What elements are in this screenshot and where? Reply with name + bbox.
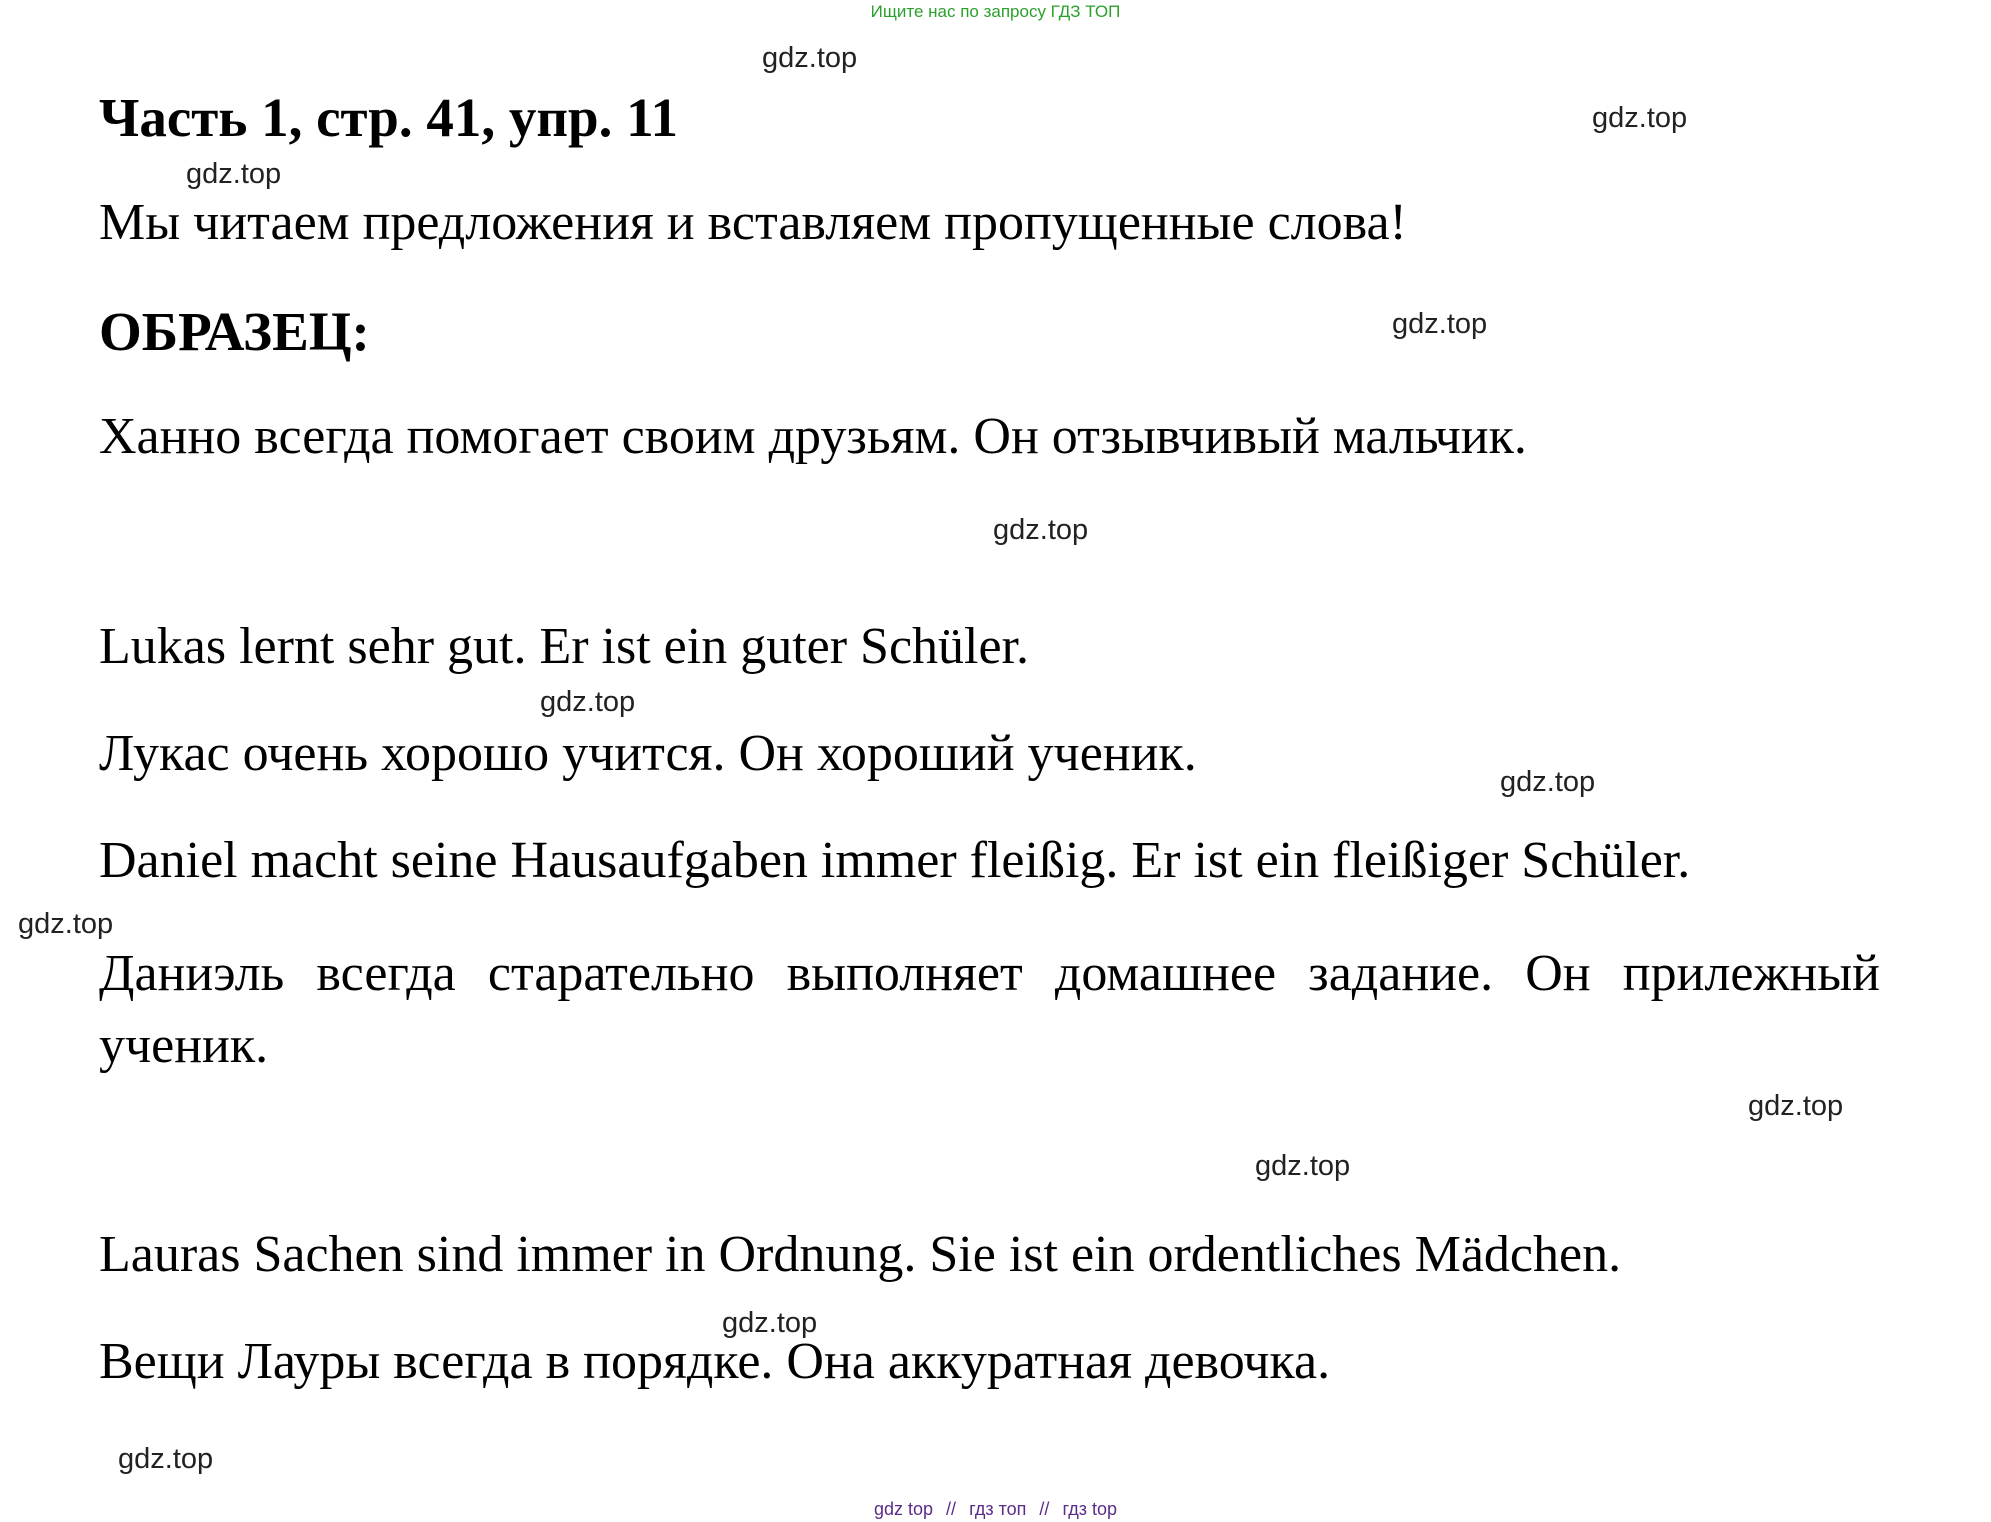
watermark: gdz.top (540, 686, 636, 718)
watermark: gdz.top (118, 1443, 214, 1475)
footer-separator: // (946, 1499, 957, 1519)
watermark: gdz.top (1748, 1090, 1844, 1122)
watermark: gdz.top (1500, 766, 1596, 798)
watermark: gdz.top (186, 158, 282, 190)
watermark: gdz.top (1255, 1150, 1351, 1182)
item-german: Daniel macht seine Hausaufgaben immer fleißig. Er ist ein fleißiger Schüler. (99, 832, 1691, 889)
watermark: gdz.top (1592, 102, 1688, 134)
item-german: Lukas lernt sehr gut. Er ist ein guter Schüler. (99, 618, 1030, 675)
watermark: gdz.top (722, 1307, 818, 1339)
footer-link[interactable]: gdz top (873, 1499, 934, 1519)
top-banner: Ищите нас по запросу ГДЗ ТОП (870, 2, 1121, 21)
footer-link[interactable]: гдз топ (969, 1499, 1027, 1519)
footer-separator: // (1039, 1499, 1050, 1519)
item-russian: Лукас очень хорошо учится. Он хороший ученик. (99, 725, 1197, 782)
watermark: gdz.top (18, 908, 114, 940)
footer-links (0, 1499, 1991, 1520)
item-russian: Даниэль всегда старательно выполняет домашнее задание. Он прилежный ученик. (99, 945, 1880, 1074)
item-german: Lauras Sachen sind immer in Ordnung. Sie ist ein ordentliches Mädchen. (99, 1226, 1622, 1283)
watermark: gdz.top (993, 514, 1089, 546)
page-title: Часть 1, стр. 41, упр. 11 (99, 87, 679, 148)
watermark: gdz.top (762, 42, 858, 74)
sample-text: Ханно всегда помогает своим друзьям. Он отзывчивый мальчик. (99, 408, 1527, 465)
item-russian: Вещи Лауры всегда в порядке. Она аккуратная девочка. (99, 1333, 1331, 1390)
footer-link[interactable]: гдз top (1062, 1499, 1117, 1519)
instruction-text: Мы читаем предложения и вставляем пропущенные слова! (99, 194, 1407, 251)
sample-label: ОБРАЗЕЦ: (99, 301, 370, 362)
watermark: gdz.top (1392, 308, 1488, 340)
